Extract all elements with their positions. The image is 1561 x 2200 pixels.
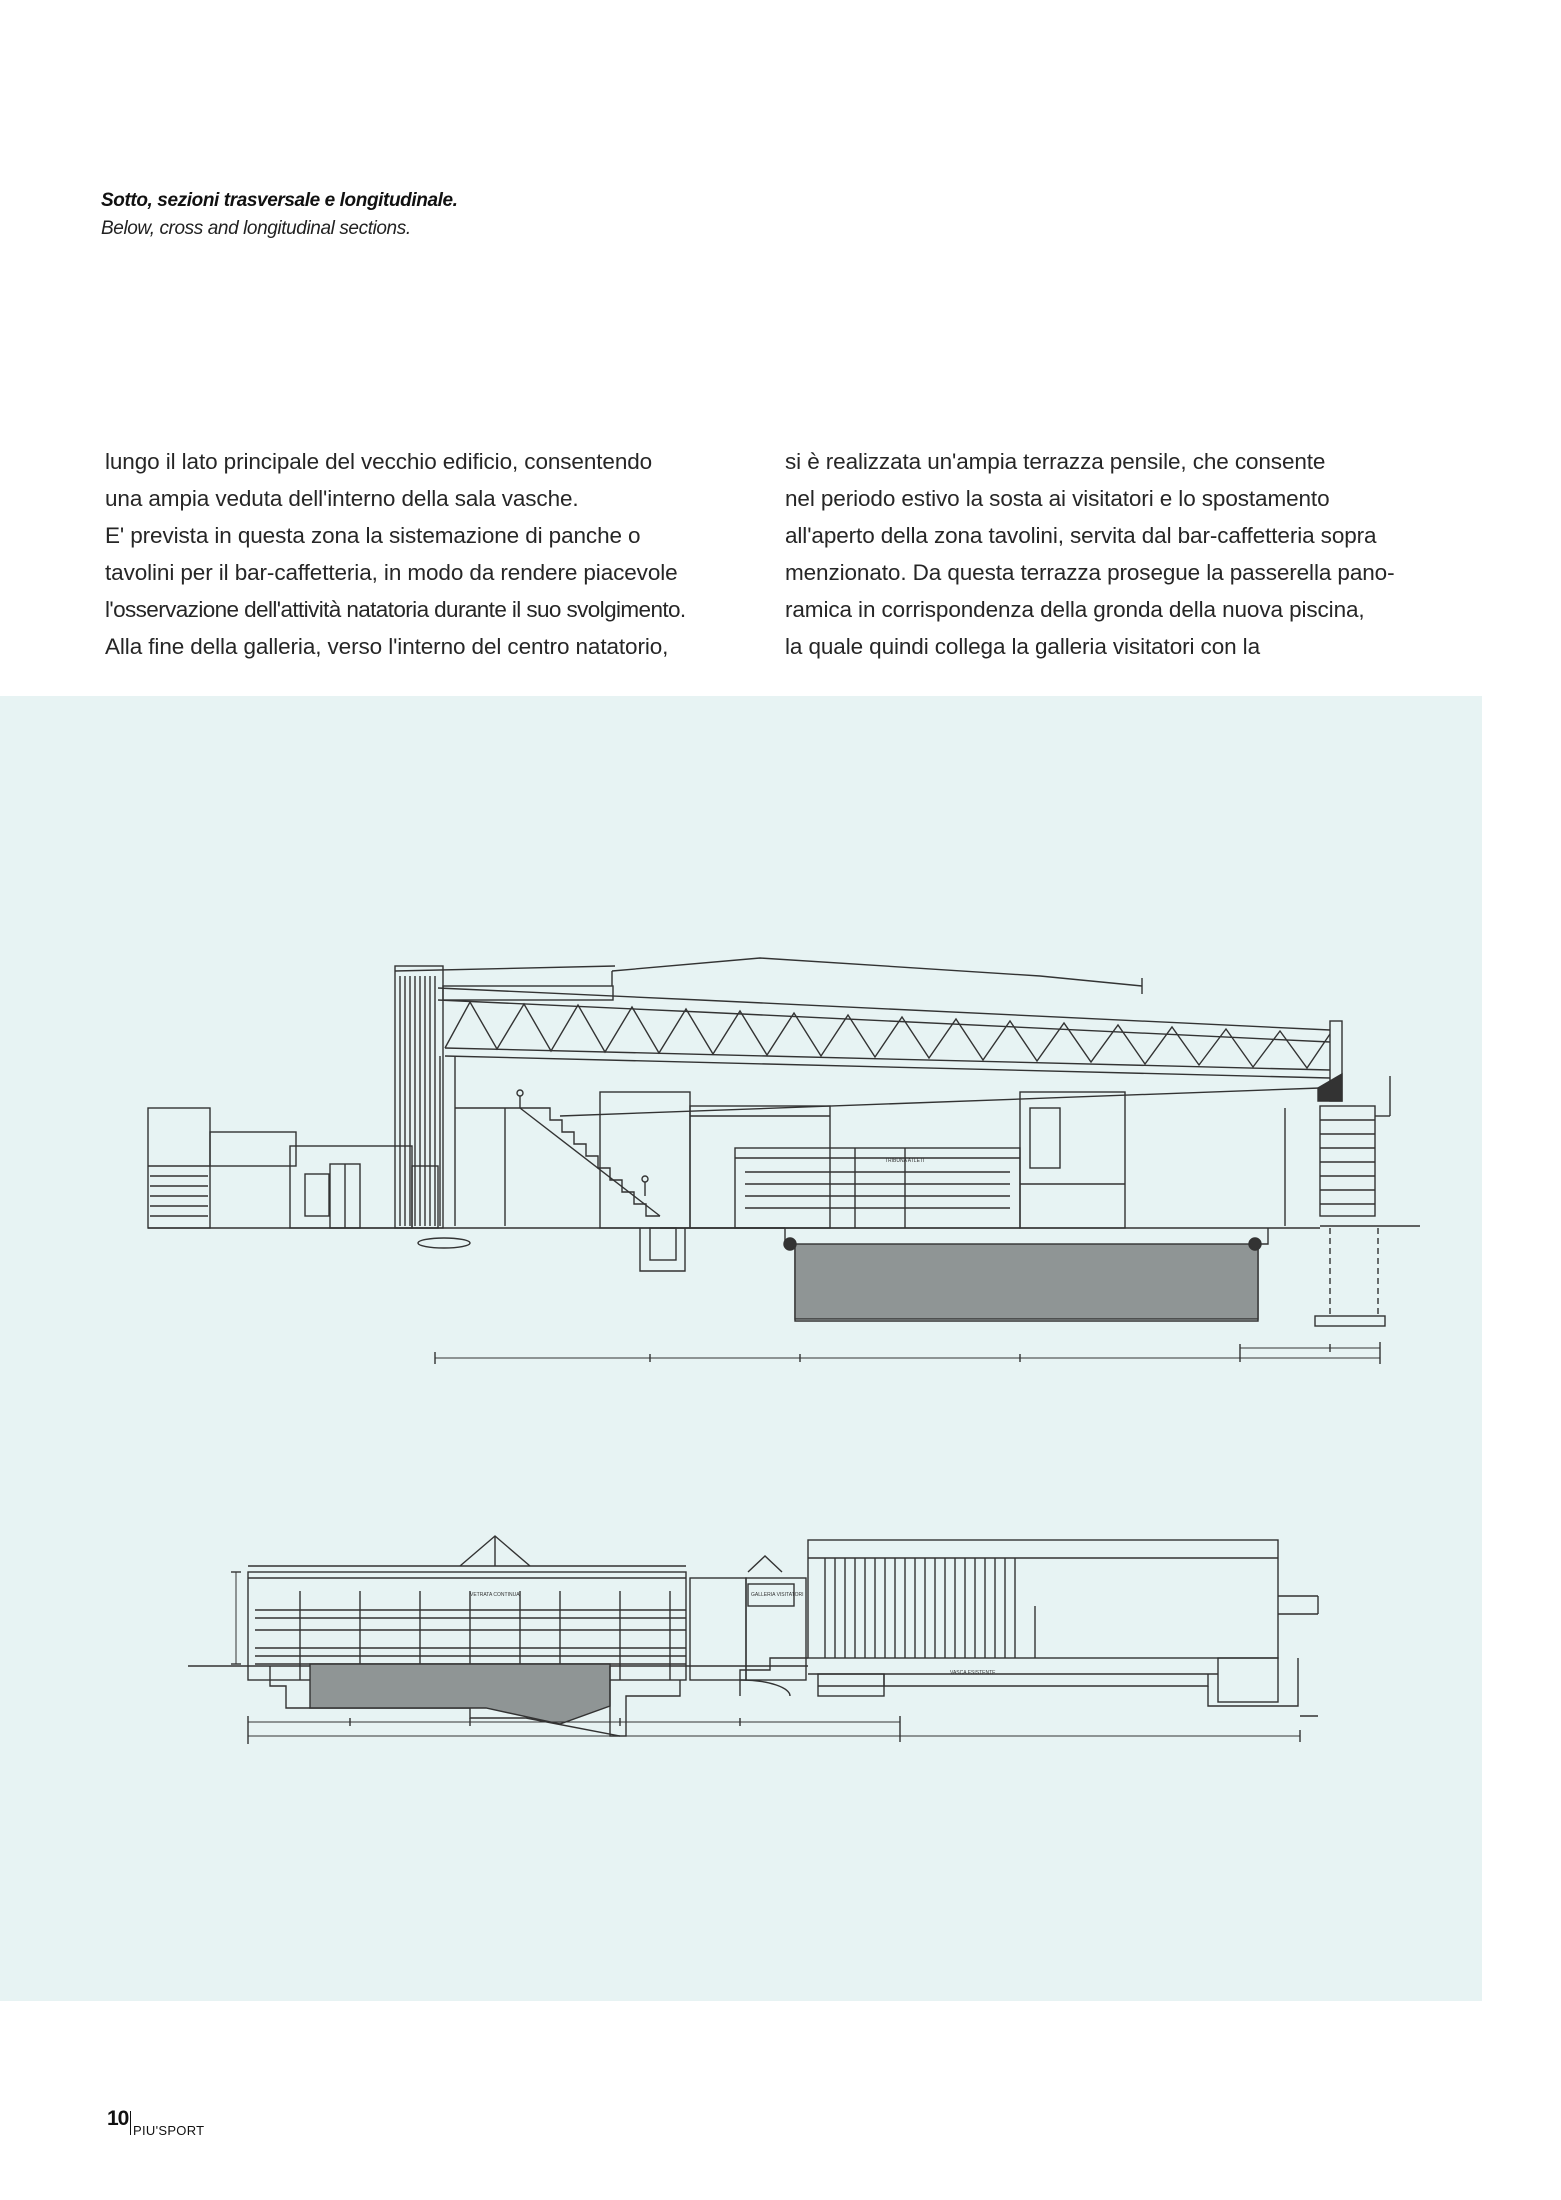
- sections-drawing: [0, 696, 1482, 2001]
- text-line: nel periodo estivo la sosta ai visitatori e lo spostamento: [785, 486, 1330, 511]
- text-line: la quale quindi collega la galleria visitatori con la: [785, 634, 1260, 659]
- text-line: tavolini per il bar-caffetteria, in modo da rendere piacevole: [105, 560, 678, 585]
- page-number: 10: [107, 2107, 129, 2130]
- body-text-right-column: [785, 443, 1445, 665]
- page-footer: [107, 2107, 205, 2138]
- label-vetrata-continua: VETRATA CONTINUA: [470, 1592, 520, 1598]
- caption-italian: Sotto, sezioni trasversale e longitudinale.: [101, 190, 458, 211]
- text-line: lungo il lato principale del vecchio edificio, consentendo: [105, 449, 653, 474]
- text-line: menzionato. Da questa terrazza prosegue la passerella pano-: [785, 560, 1395, 585]
- text-line: una ampia veduta dell'interno della sala vasche.: [105, 486, 579, 511]
- cross-section-drawing: [148, 958, 1420, 1364]
- architectural-drawings-panel: [0, 696, 1482, 2001]
- longitudinal-section-drawing: [188, 1536, 1318, 1744]
- body-text-left-column: [105, 443, 765, 665]
- caption-english: Below, cross and longitudinal sections.: [101, 218, 411, 239]
- text-line: ramica in corrispondenza della gronda della nuova piscina,: [785, 597, 1365, 622]
- text-line: l'osservazione dell'attività natatoria durante il suo svolgimento.: [105, 597, 686, 622]
- text-line: si è realizzata un'ampia terrazza pensile, che consente: [785, 449, 1326, 474]
- text-line: Alla fine della galleria, verso l'interno del centro natatorio,: [105, 634, 669, 659]
- magazine-name: PIU'SPORT: [133, 2123, 205, 2138]
- text-line: E' prevista in questa zona la sistemazione di panche o: [105, 523, 641, 548]
- text-line: all'aperto della zona tavolini, servita dal bar-caffetteria sopra: [785, 523, 1377, 548]
- label-vasca-esistente: VASCA ESISTENTE: [950, 1670, 996, 1676]
- figure-caption: [101, 190, 458, 240]
- folio-divider: [130, 2111, 131, 2135]
- label-tribuna-atleti: TRIBUNA ATLETI: [885, 1158, 925, 1164]
- label-galleria-visitatori: GALLERIA VISITATORI: [751, 1592, 804, 1598]
